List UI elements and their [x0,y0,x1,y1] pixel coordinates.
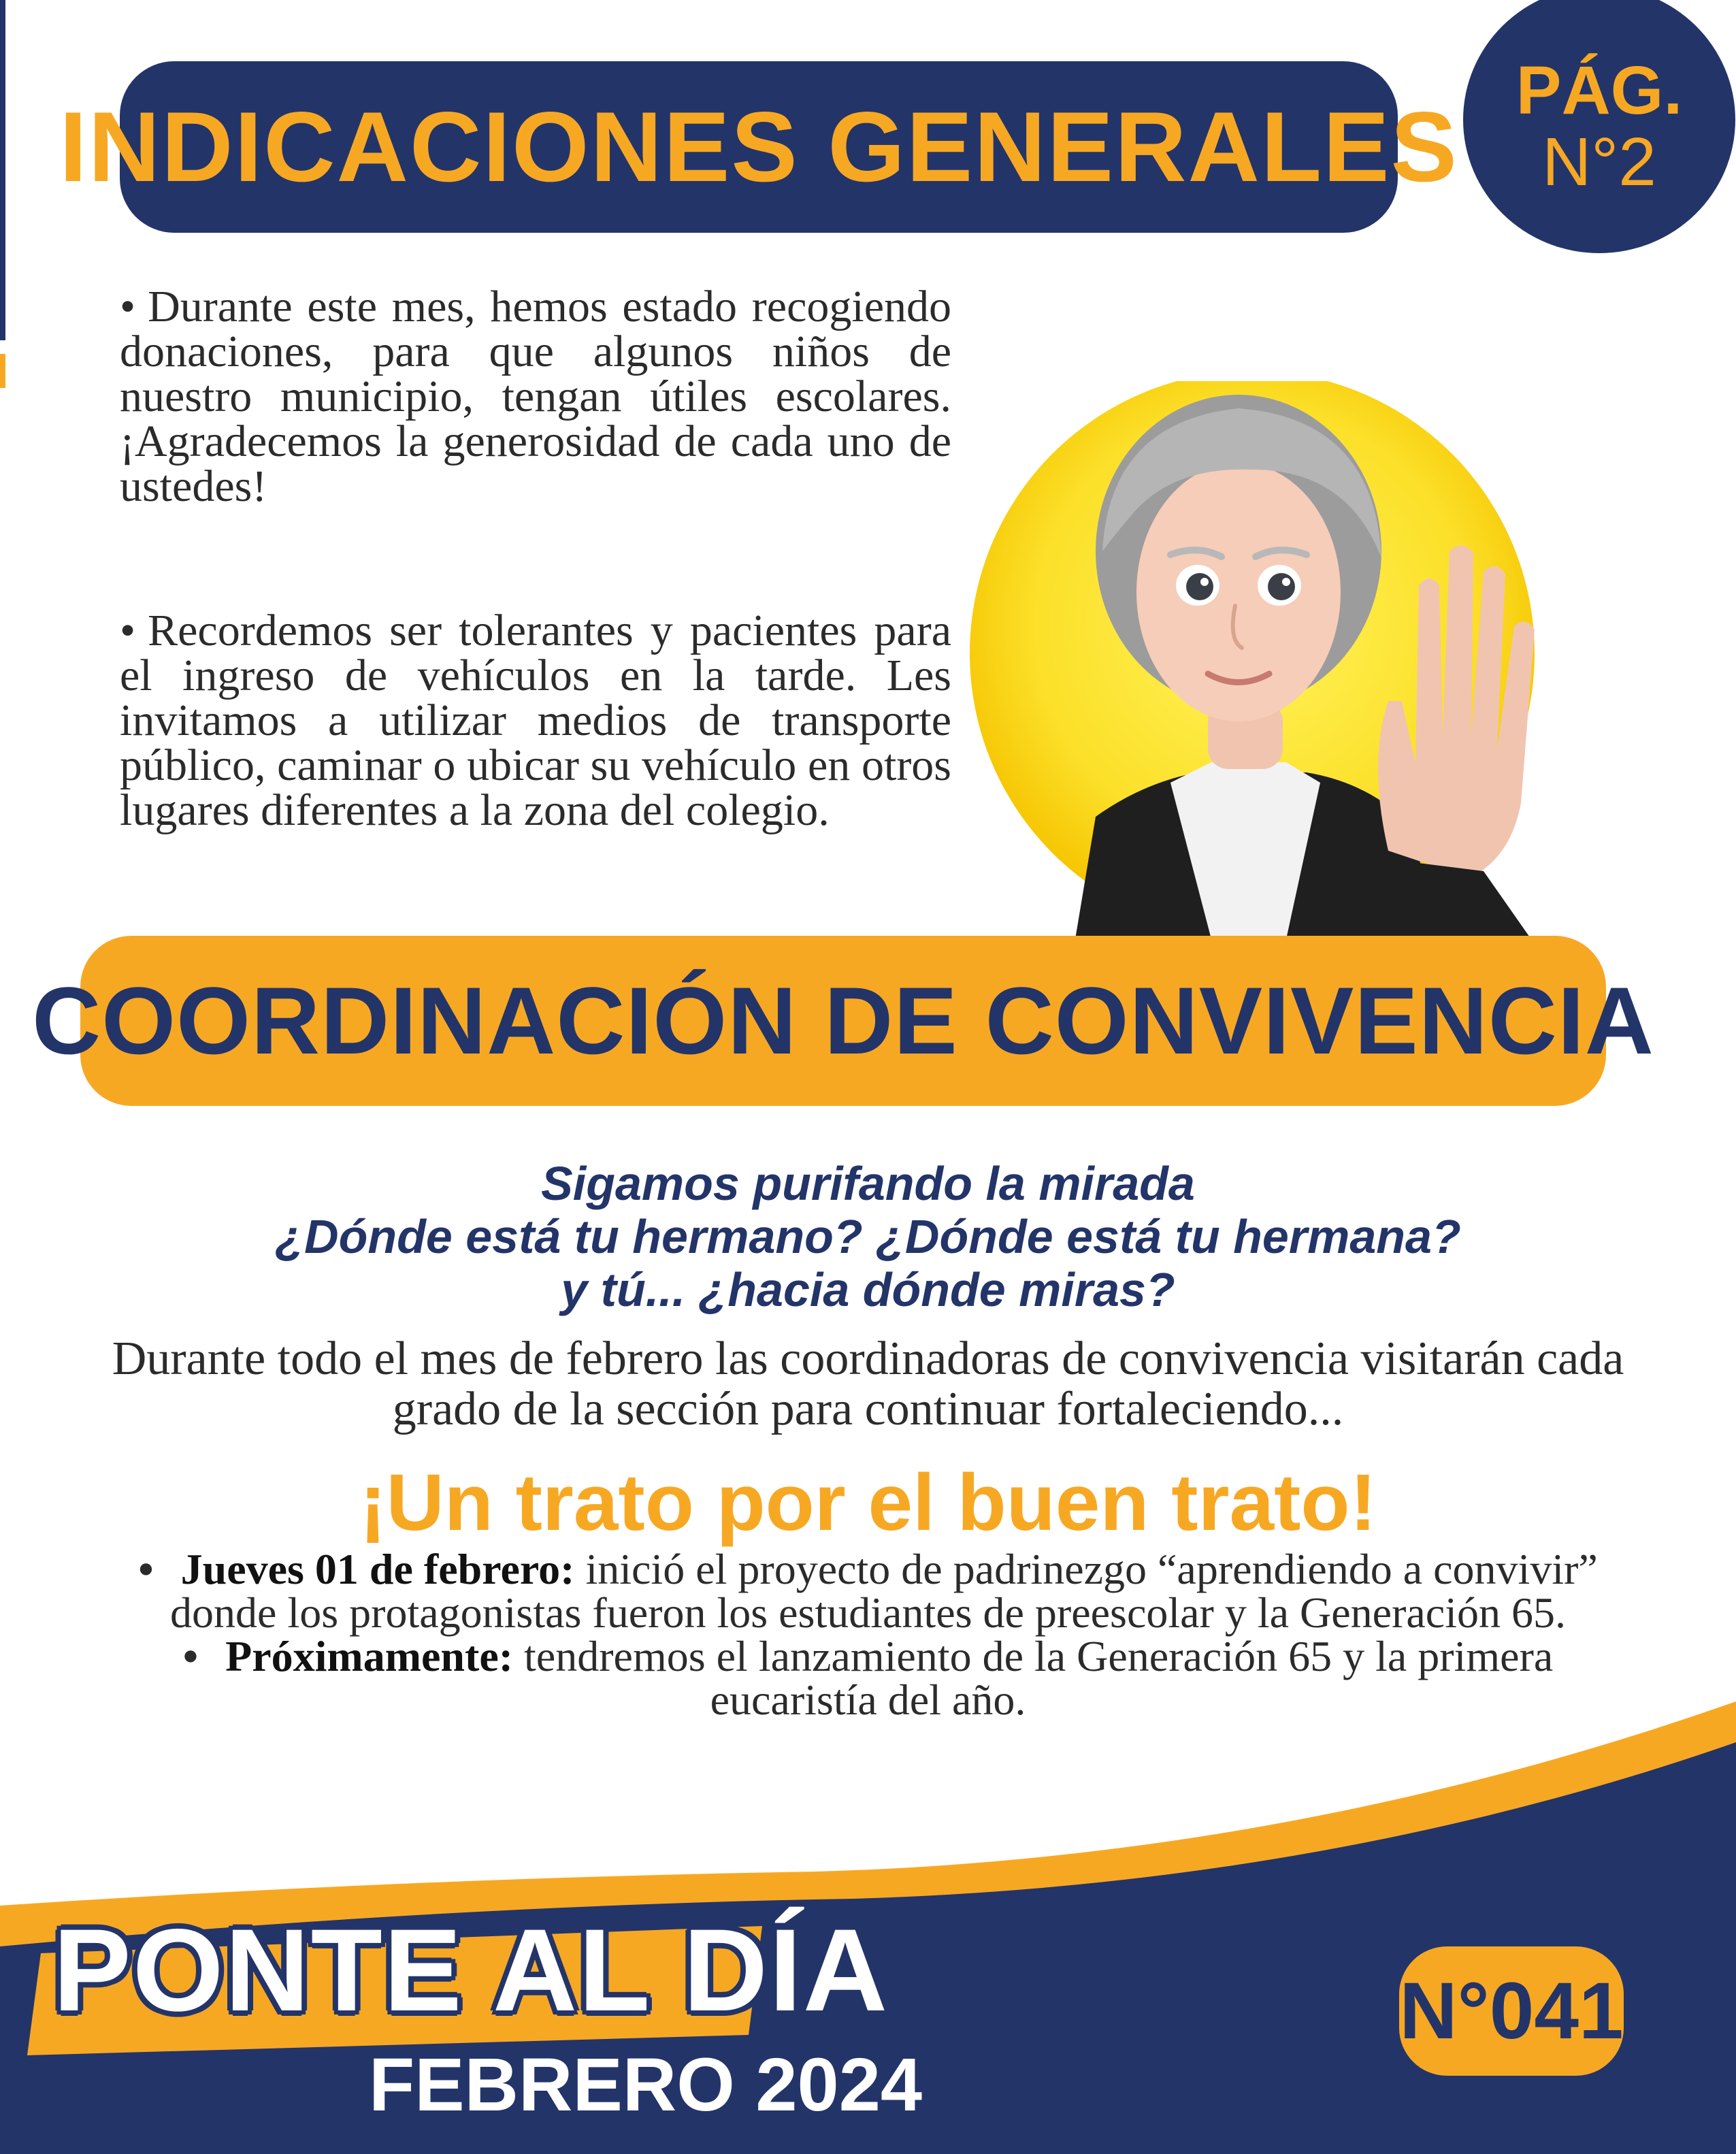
sleeve [1375,858,1531,939]
list-item [116,1545,1620,1637]
subtitle-line: y tú... ¿hacia dónde miras? [561,1263,1175,1316]
subtitle-line: ¿Dónde está tu hermano? ¿Dónde está tu hermana? [275,1210,1461,1263]
event-list [116,1545,1620,1724]
bullet: • [138,1545,154,1593]
event-label: Jueves 01 de febrero: [180,1545,575,1593]
header-banner [59,61,1458,233]
issue-badge [1399,1946,1624,2076]
footer-date: FEBRERO 2024 [369,2043,923,2127]
intro-paragraph-donations [120,284,951,509]
waving-avatar-illustration [966,381,1606,939]
event-text: tendremos el lanzamiento de la Generación 65 y la primera eucaristía del año. [524,1632,1554,1724]
edge-accent-amber [0,354,5,388]
edge-accent-navy [0,0,5,340]
issue-number: N°041 [1399,1966,1624,2056]
bullet: • [120,606,136,655]
bullet: • [182,1632,199,1680]
subtitle-line: Sigamos purifando la mirada [541,1157,1195,1210]
subtitle [0,1157,1736,1316]
description: Durante todo el mes de febrero las coordinadoras de convivencia visitarán cada grado de la sección para continuar fortaleciendo... [112,1333,1624,1435]
page-number: N°2 [1542,124,1656,200]
event-text: inició el proyecto de padrinezgo “aprendiendo a convivir” donde los protagonistas fueron los estudiantes de preescolar y la Generación 65. [170,1545,1598,1637]
event-label: Próximamente: [225,1632,514,1680]
section-title: COORDINACIÓN DE CONVIVENCIA [32,967,1654,1074]
footer-title: PONTE AL DÍA [53,1905,889,2036]
header-title: INDICACIONES GENERALES [59,91,1458,202]
intro-text-vehicles: Recordemos ser tolerantes y pacientes para el ingreso de vehículos en la tarde. Les invitamos a utilizar medios de transporte público, caminar o ubicar su vehículo en otros lugares diferentes a la zona del colegio. [120,606,951,835]
slogan: ¡Un trato por el buen trato! [359,1458,1377,1548]
bullet: • [120,282,136,331]
page-badge [1463,0,1735,253]
intro-paragraph-vehicles [120,608,951,833]
page-label: PÁG. [1516,52,1683,129]
section-banner [32,936,1654,1106]
intro-text-donations: Durante este mes, hemos estado recogiendo donaciones, para que algunos niños de nuestro municipio, tengan útiles escolares. ¡Agradecemos la generosidad de cada uno de ustedes! [120,282,951,511]
